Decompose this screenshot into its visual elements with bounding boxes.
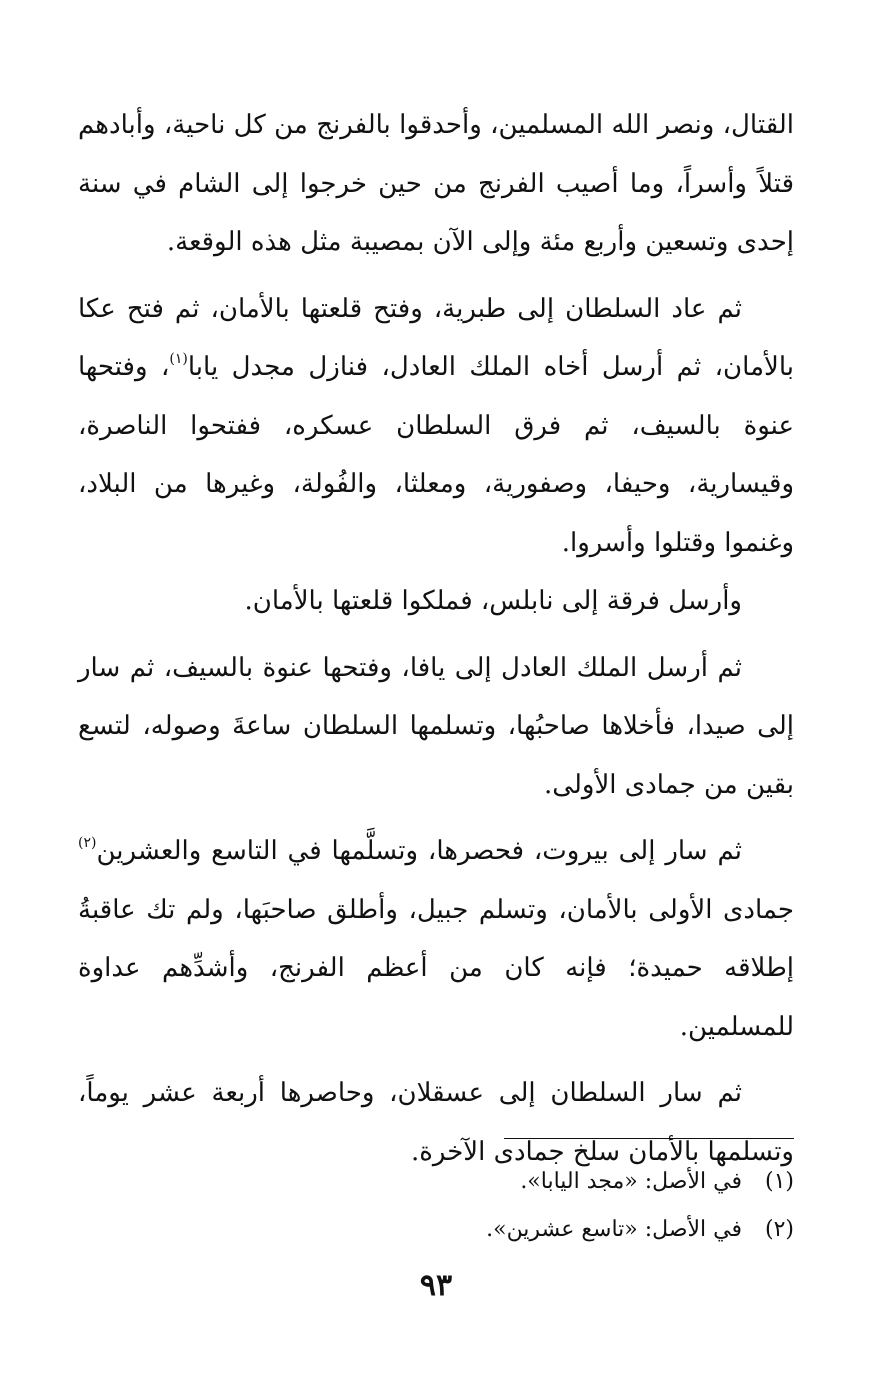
footnote-ref-2: (٢) [78,835,97,851]
footnote-number: (١) [764,1169,794,1194]
paragraph-1: القتال، ونصر الله المسلمين، وأحدقوا بالفرنج من كل ناحية، وأبادهم قتلاً وأسراً، وما أصيب الفرنج من حين خرجوا إلى الشام في سنة إحدى وتسعين وأربع مئة وإلى الآن بمصيبة مثل هذه الوقعة. [78,110,794,257]
footnotes [78,1158,794,1254]
page-number: ٩٣ [419,1268,453,1303]
paragraph-2-text-start: ثم عاد السلطان إلى طبرية، وفتح قلعتها بالأمان، ثم فتح عكا بالأمان، ثم أرسل أخاه الملك العادل، فنازل مجدل يابا [78,293,794,382]
paragraph-3: وأرسل فرقة إلى نابلس، فملكوا قلعتها بالأمان. [244,586,742,616]
paragraph-5-text-end: جمادى الأولى بالأمان، وتسلم جبيل، وأطلق صاحبَها، ولم تك عاقبةُ إطلاقه حميدة؛ فإنه كان من أعظم الفرنج، وأشدِّهم عداوة للمسلمين. [78,894,794,1042]
footnote-separator [504,1138,794,1139]
footnote-text: في الأصل: «تاسع عشرين». [486,1217,742,1242]
paragraph-5-text-start: ثم سار إلى بيروت، فحصرها، وتسلَّمها في التاسع والعشرين [96,836,742,866]
footnote-number: (٢) [764,1217,794,1242]
paragraph-4: ثم أرسل الملك العادل إلى يافا، وفتحها عنوة بالسيف، ثم سار إلى صيدا، فأخلاها صاحبُها، وتسلمها السلطان ساعةَ وصوله، لتسع بقين من جمادى الأولى. [78,652,794,800]
paragraph-2-text-end: ، وفتحها عنوة بالسيف، ثم فرق السلطان عسكره، ففتحوا الناصرة، وقيسارية، وحيفا، وصفورية، ومعلثا، والفُولة، وغيرها من البلاد، وغنموا وقتلوا وأسروا. [78,352,794,558]
paragraph-6: ثم سار السلطان إلى عسقلان، وحاصرها أربعة عشر يوماً، وتسلمها بالأمان سلخ جمادى الآخرة. [78,1078,794,1167]
paragraph-2 [78,280,794,573]
footnote-text: في الأصل: «مجد اليابا». [520,1169,742,1194]
paragraph-5 [78,822,794,1056]
book-page [78,96,794,1356]
footnote-1 [78,1158,794,1206]
footnote-2 [78,1206,794,1254]
footnote-ref-1: (١) [169,351,188,367]
